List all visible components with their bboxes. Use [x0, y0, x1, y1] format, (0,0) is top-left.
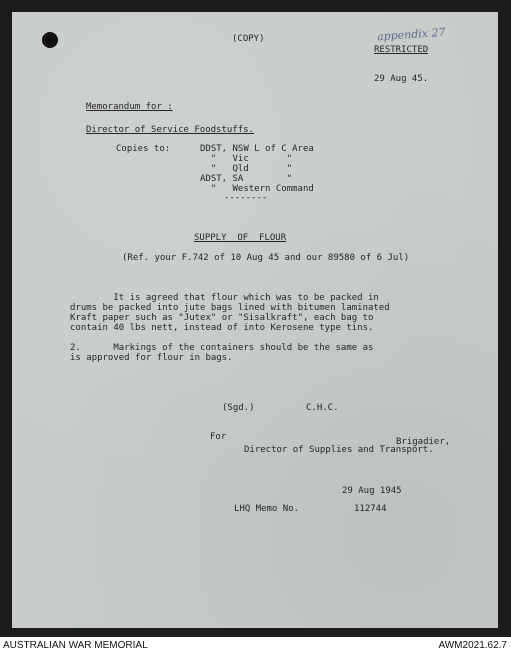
memo-no: 112744 — [354, 504, 387, 514]
memo-date: 29 Aug 45. — [374, 74, 429, 84]
footer-date: 29 Aug 1945 — [342, 486, 402, 496]
signatory-title: Director of Supplies and Transport. — [244, 445, 434, 455]
classification: RESTRICTED — [374, 45, 429, 55]
caption-institution: AUSTRALIAN WAR MEMORIAL — [3, 640, 148, 651]
paragraph-line: It is agreed that flour which was to be packed in — [70, 293, 379, 303]
signed-mark: (Sgd.) — [222, 403, 255, 413]
paragraph-line: contain 40 lbs nett, instead of into Kerosene type tins. — [70, 323, 374, 333]
paragraph-line: drums be packed into jute bags lined with bitumen laminated — [70, 303, 390, 313]
punch-hole — [42, 32, 58, 48]
for-label: For — [210, 432, 227, 442]
copies-line: " Western Command — [200, 184, 314, 194]
copies-line: " Qld " — [200, 164, 293, 174]
document-page — [12, 12, 498, 628]
initials: C.H.C. — [306, 403, 339, 413]
copy-mark: (COPY) — [232, 34, 265, 44]
caption-bar — [0, 638, 511, 653]
copies-label: Copies to: — [116, 144, 171, 154]
handwritten-note: appendix 27 — [376, 25, 446, 44]
paragraph-line: 2. Markings of the containers should be the same as — [70, 343, 374, 353]
reference: (Ref. your F.742 of 10 Aug 45 and our 89580 of 6 Jul) — [122, 253, 410, 263]
divider: -------- — [224, 193, 268, 203]
subject: SUPPLY OF FLOUR — [194, 233, 287, 243]
rank: Brigadier, — [396, 437, 451, 447]
paragraph-line: is approved for flour in bags. — [70, 353, 233, 363]
paragraph-line: Kraft paper such as "Jutex" or "Sisalkraft", each bag to — [70, 313, 374, 323]
copies-line: DDST, NSW L of C Area — [200, 144, 314, 154]
caption-accession: AWM2021.62.7 — [438, 640, 507, 651]
copies-line: ADST, SA " — [200, 174, 293, 184]
memo-no-label: LHQ Memo No. — [234, 504, 300, 514]
addressee: Director of Service Foodstuffs. — [86, 125, 254, 135]
memo-for: Memorandum for : — [86, 102, 173, 112]
copies-line: " Vic " — [200, 154, 293, 164]
